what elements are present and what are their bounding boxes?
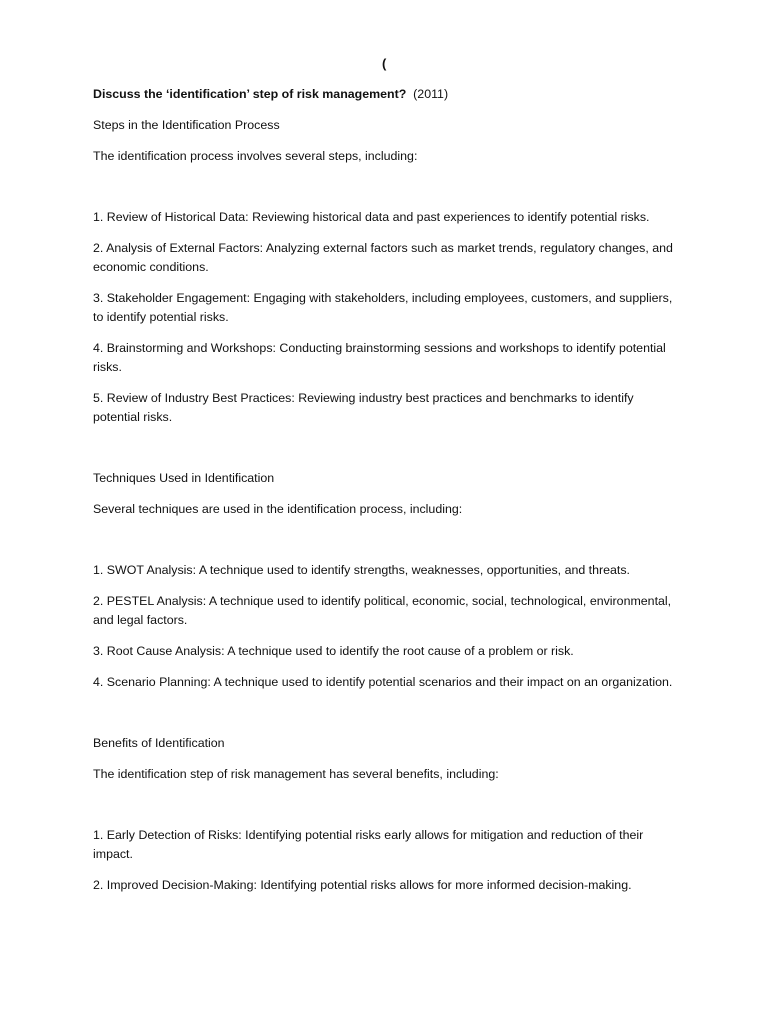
list-item: 3. Root Cause Analysis: A technique used to identify the root cause of a problem or risk. [93,644,574,658]
list-item: 3. Stakeholder Engagement: Engaging with stakeholders, including employees, customers, and suppliers, to identify potential risks. [93,291,673,324]
list-item: 2. PESTEL Analysis: A technique used to identify political, economic, social, technological, environmental, and legal factors. [93,594,672,627]
list-item: 1. Early Detection of Risks: Identifying potential risks early allows for mitigation and reduction of their impact. [93,828,644,861]
question-heading [93,85,678,104]
list-item: 4. Brainstorming and Workshops: Conducting brainstorming sessions and workshops to identify potential risks. [93,341,666,374]
section-heading: Techniques Used in Identification [93,471,275,485]
page-mark: ( [382,56,387,71]
question-text: Discuss the ‘identification’ step of risk management? [93,87,407,101]
list-item: 1. SWOT Analysis: A technique used to identify strengths, weaknesses, opportunities, and threats. [93,563,631,577]
section-intro: Several techniques are used in the identification process, including: [93,502,463,516]
section-intro: The identification process involves several steps, including: [93,149,418,163]
section-intro: The identification step of risk management has several benefits, including: [93,767,499,781]
list-item: 1. Review of Historical Data: Reviewing historical data and past experiences to identify potential risks. [93,210,650,224]
section-heading: Benefits of Identification [93,736,225,750]
document-body [93,85,678,907]
question-year: (2011) [413,87,449,101]
list-item: 5. Review of Industry Best Practices: Reviewing industry best practices and benchmarks to identify potential risks. [93,391,634,424]
list-item: 2. Improved Decision-Making: Identifying potential risks allows for more informed decision-making. [93,878,632,892]
list-item: 4. Scenario Planning: A technique used to identify potential scenarios and their impact on an organization. [93,675,673,689]
section-heading: Steps in the Identification Process [93,118,280,132]
list-item: 2. Analysis of External Factors: Analyzing external factors such as market trends, regulatory changes, and economic conditions. [93,241,673,274]
